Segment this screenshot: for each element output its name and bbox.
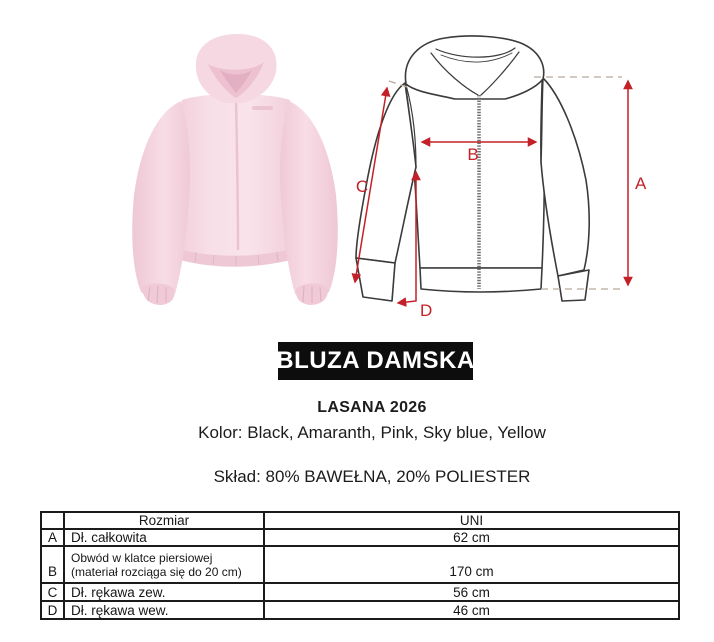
product-title-banner [278,342,473,380]
table-row-b [41,546,679,583]
row-b-label [64,546,264,583]
row-b-label-line2: (materiał rozciąga się do 20 cm) [71,564,242,579]
row-c-label: Dł. rękawa zew. [64,583,264,601]
colors-line: Kolor: Black, Amaranth, Pink, Sky blue, Yellow [198,423,546,442]
sketch-hem-band [420,268,542,292]
label-c: C [355,177,369,196]
row-a-label: Dł. całkowita [64,529,264,546]
sketch-left-cuff [356,258,395,301]
hoodie-left-sleeve [132,101,190,299]
row-c-value: 56 cm [264,583,679,601]
sketch-left-sleeve [356,83,416,263]
table-row-d [41,601,679,619]
row-b-value: 170 cm [264,546,679,583]
composition-line: Skład: 80% BAWEŁNA, 20% POLIESTER [213,467,531,486]
label-a: A [635,174,647,193]
sketch-hood [405,36,543,99]
sketch-right-cuff [558,270,589,301]
size-table [40,511,680,620]
row-a-value: 62 cm [264,529,679,546]
hoodie-right-sleeve [280,101,338,299]
table-header-row [41,512,679,529]
label-d: D [420,301,433,320]
chest-logo [252,106,273,110]
model-name: LASANA 2026 [317,399,427,416]
col-header-uni: UNI [264,512,679,529]
product-photo [100,18,350,320]
row-d-label: Dł. rękawa wew. [64,601,264,619]
table-row-a [41,529,679,546]
row-d-key: D [41,601,64,619]
table-row-c [41,583,679,601]
row-b-label-line1: Obwód w klatce piersiowej [71,550,213,565]
corner-cell [41,512,64,529]
row-b-key: B [41,546,64,583]
col-header-rozmiar: Rozmiar [64,512,264,529]
sketch-right-sleeve [541,78,589,276]
row-a-key: A [41,529,64,546]
product-title: BLUZA DAMSKA [276,347,475,374]
row-d-value: 46 cm [264,601,679,619]
sketch-body [405,73,544,268]
label-b: B [467,145,479,164]
measurement-diagram [345,28,695,328]
row-c-key: C [41,583,64,601]
